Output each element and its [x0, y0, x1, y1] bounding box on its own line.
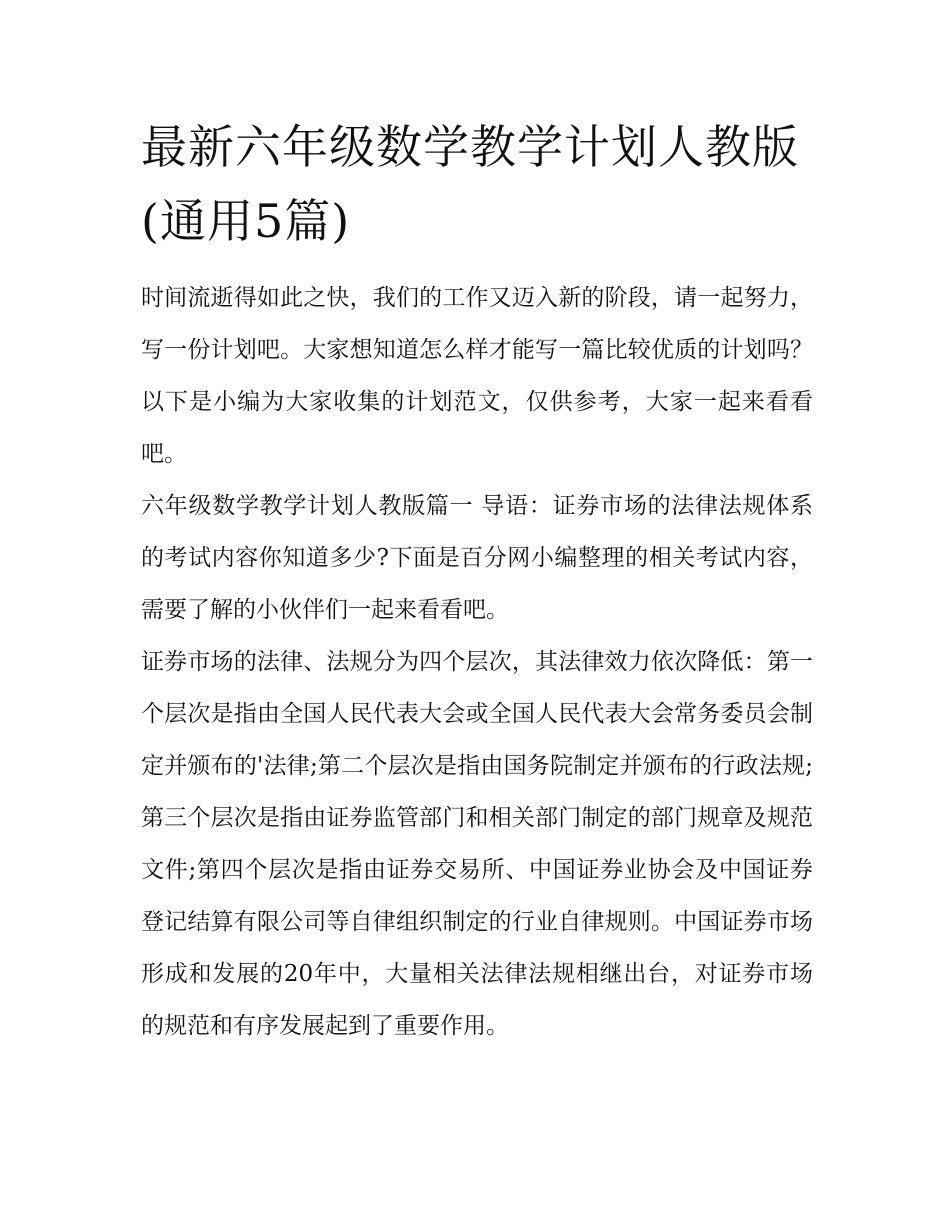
paragraph-section-one: 六年级数学教学计划人教版篇一 导语：证券市场的法律法规体系的考试内容你知道多少?下面是百分网小编整理的相关考试内容，需要了解的小伙伴们一起来看看吧。 [141, 493, 813, 623]
document-title: 最新六年级数学教学计划人教版(通用5篇) [141, 120, 799, 248]
paragraph-securities-law: 证券市场的法律、法规分为四个层次，其法律效力依次降低：第一个层次是指由全国人民代表大会或全国人民代表大会常务委员会制定并颁布的'法律;第二个层次是指由国务院制定并颁布的行政法规;第三个层次是指由证券监管部门和相关部门制定的部门规章及规范文件;第四个层次是指由证券交易所、中国证券业协会及中国证券登记结算有限公司等自律组织制定的行业自律规则。中国证券市场形成和发展的20年中，大量相关法律法规相继出台，对证券市场的规范和有序发展起到了重要作用。 [141, 649, 813, 1039]
document-page [141, 110, 813, 1052]
paragraph-intro: 时间流逝得如此之快，我们的工作又迈入新的阶段，请一起努力，写一份计划吧。大家想知道怎么样才能写一篇比较优质的计划吗？以下是小编为大家收集的计划范文，仅供参考，大家一起来看看吧。 [141, 285, 813, 467]
